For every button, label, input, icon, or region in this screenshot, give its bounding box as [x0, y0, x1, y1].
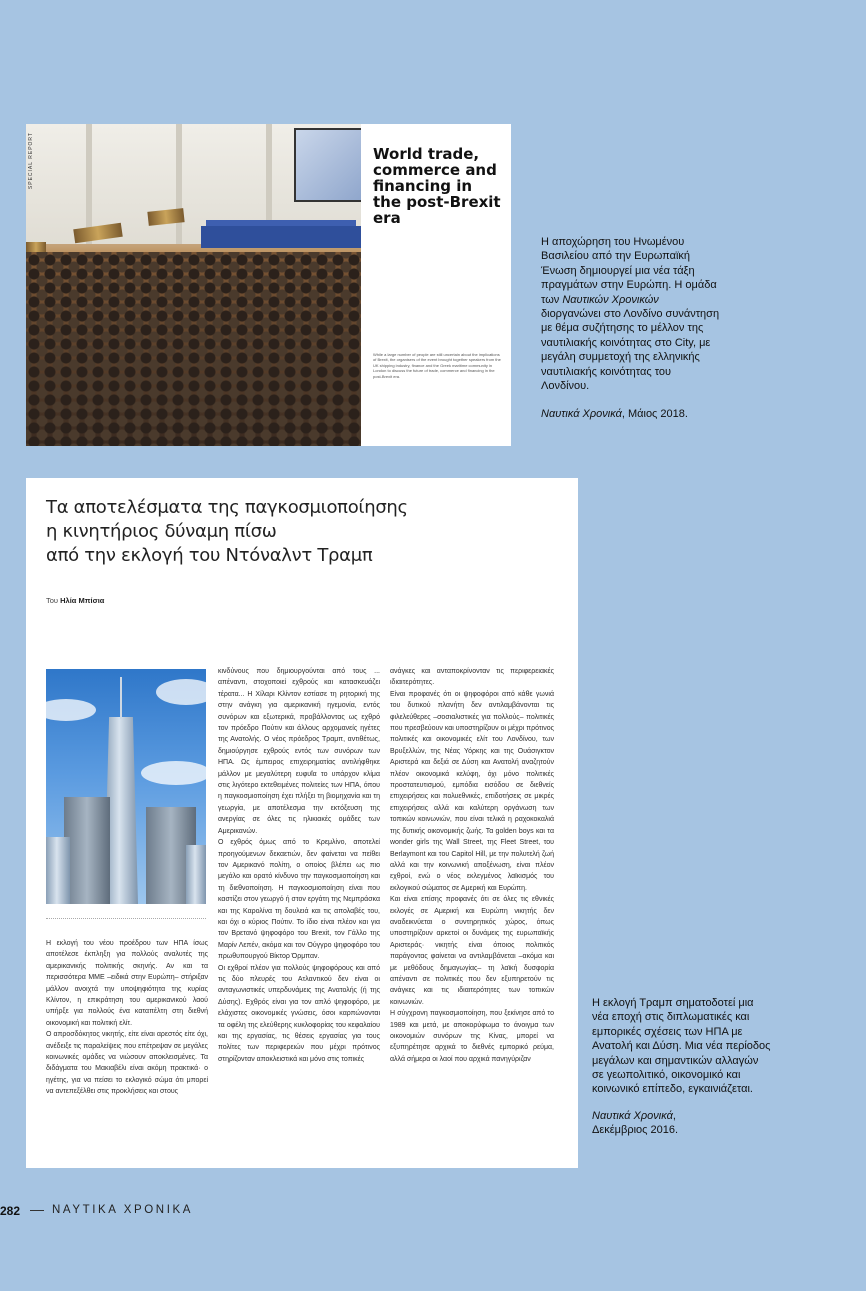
- caption-trump-text: Η εκλογή Τραμπ σηματοδοτεί μια νέα εποχή στις διπλωματικές και εμπορικές σχέσεις των ΗΠΑ με Ανατολή και Δύση. Μια νέα περίοδος μεγάλων και σημαντικών αλλαγών σε γεωπολιτικό, οικονομικό και κοινωνικό επίπεδο, εγκαινιάζεται.: [592, 997, 771, 1096]
- clipping1-intro: While a large number of people are still uncertain about the implications of Brexit, the organisers of the event brought together speakers from the UK shipping industry, finance and the Greek maritime community in London to discuss the future of trade, commerce and financing in the post-Brexit era.: [373, 352, 501, 379]
- article-headline: Τα αποτελέσματα της παγκοσμιοποίησης η κινητήριος δύναμη πίσω από την εκλογή του Ντόναλντ Τραμπ: [46, 497, 408, 566]
- article-column-3: ανάγκες και ανταποκρίνονταν τις περιφερειακές ιδιαιτερότητες. Είναι προφανές ότι οι ψηφοφόροι από κάθε γωνιά του δυτικού πλανήτη δεν αντιλαμβάνονται τις φιλελεύθερες –σοσιαλιστικές για πολλούς– πολιτικές που πρεσβεύουν και υποστηρίζουν οι μέχρι πρότινος πολιτικές και οικονομικές ελίτ του Λονδίνου, των Βρυξελλών, της Νέας Υόρκης και της Ουάσιγκτον Αριστερά και δεξιά σε Δύση και Ανατολή αναζητούν πλέον οικονομικά κελύφη, όχι μόνο πολιτικές προστατευτισμού, εμπόδια εισόδου σε διεθνείς επιχειρήσεις και πολυεθνικές, επιδοτήσεις σε μικρές επιχειρήσεις αλλά και καλύτερη οργάνωση των τοπικών κοινωνιών, που είναι τελικά η ραχοκοκαλιά της δυτικής οικονομικής ζωής. Τα golden boys και τα wonder girls της Wall Street, της Fleet Street, του Berlaymont και του Capitol Hill, με την πολυτελή ζωή αλλά και την κοινωνική αποξένωση, είναι πλέον εχθροί, ενώ ο νέος εκλεγμένος λαϊκισμός του εκλογικού σώματος σε Αμερική και Ευρώπη. Και είναι επίσης προφανές ότι σε όλες τις εθνικές εκλογές σε Αμερική και Ευρώπη νικητής δεν αναδεικνύεται ο συντηρητικός χώρος, όπως υποστηρίζουν αρκετοί οι δυνάμεις της ευρωπαϊκής Αριστεράς· νικητής είναι όποιος πολιτικός παράγοντας φαίνεται να αντιλαμβάνεται –ακόμα και με μεθόδους δημαγωγίας– τη λαϊκή δυσφορία απέναντι σε πολιτικές που δεν εξυπηρετούν τις ανάγκες και τις ιδιαιτερότητες των τοπικών κοινωνιών. Η σύγχρονη παγκοσμιοποίηση, που ξεκίνησε από το 1989 και μετά, με αποκορύφωμα το άνοιγμα των οικονομιών συνόρων της Κίνας, μπορεί να εξυπηρέτησε αρχικά το διεθνές εμπορικό ρεύμα, αλλά σήμερα οι λαοί που αρχικά πανηγύριζαν: [390, 668, 554, 1063]
- article-column-1: Η εκλογή του νέου προέδρου των ΗΠΑ ίσως αποτέλεσε έκπληξη για πολλούς αναλυτές της αμερικανικής πολιτικής σκηνής. Αν και τα περισσότερα ΜΜΕ –ειδικά στην Ευρώπη– στήριξαν μάλλον ανοιχτά την υποψηφιότητα της κυρίας Κλίντον, η επικράτηση του αμερικανικού λαού υπήρξε για πολλούς ένα καταπέλτη στη διεθνή οικονομική και πολιτική ελίτ. Ο απροσδόκητος νικητής, είτε είναι αρεστός είτε όχι, ανέδειξε τις παραλείψεις που επέτρεψαν σε μεγάλες κοινωνικές ομάδες να νιώσουν αποκλεισμένες. Τα διδάγματα του Μακιαβέλι είναι ακόμη πρακτικά· ο ηγέτης, για να πείσει το εκλογικό σώμα ότι μπορεί να αντεπεξέλθει στις προκλήσεις και στους: [46, 940, 208, 1096]
- footer-divider: [30, 1210, 44, 1211]
- audience: [26, 252, 361, 446]
- conference-hall-photo: [26, 124, 361, 446]
- panel-table: [201, 226, 361, 248]
- caption-trump: [592, 996, 772, 1138]
- clipping1-title: World trade, commerce and financing in the post-Brexit era: [373, 145, 501, 227]
- caption-brexit-text: Η αποχώρηση του Ηνωμένου Βασιλείου από την Ευρωπαϊκή Ένωση δημιουργεί μια νέα τάξη πραγμάτων στην Ευρώπη. Η ομάδα των Ναυτικών Χρονικών διοργανώνει στο Λονδίνο συνάντηση με θέμα συζήτησης το μέλλον της ναυτιλιακής κοινότητας στο City, με μεγάλη συμμετοχή της ελληνικής ναυτιλιακής κοινότητας του Λονδίνου.: [541, 236, 720, 393]
- clipping-globalization-article: [26, 478, 578, 1168]
- article-column-2: κινδύνους που δημιουργούνται από τους ... απέναντι, στοχοποιεί εχθρούς και κατασκευάζει τέρατα... Η Χίλαρι Κλίντον εστίασε τη ρητορική της στην ανάγκη για αμερικανική ηγεμονία, εντός συνόρων και εξωτερικά, προβάλλοντας ως εχθρό τον πρόεδρο Πούτιν και άλλους αρχομανείς ηγέτες της Ανατολής. Ο νέος πρόεδρος Τραμπ, αντιθέτως, δημιούργησε εχθρούς εντός των συνόρων των ΗΠΑ. Ως έμπειρος επιχειρηματίας αντιλήφθηκε μάλλον με μεγαλύτερη ευφυΐα το υπάρχον κλίμα στις λιγότερο εκτεθειμένες πολιτείες των ΗΠΑ, όπου η παγκοσμιοποίηση έχει πλήξει τη βιομηχανία και τη γεωργία, με αποτέλεσμα την εκτόξευση της ανεργίας σε όλες τις ηλικιακές ομάδες των Αμερικανών. Ο εχθρός όμως από το Κρεμλίνο, αποτελεί προηγούμενων δεκαετιών, δεν φαίνεται να πείθει τον Αμερικανό πολίτη, ο οποίος βλέπει ως πιο μεγάλο και ορατό κίνδυνο την παγκοσμιοποίηση και τη διεθνοποίηση. Η παγκοσμιοποίηση είναι που καστίζει στον γεωργό ή στον εργάτη της Νεμπράσκα και της Καρολίνα τη δουλειά και τις απολαβές του, και όχι ο κύριος Πούτιν. Το ίδιο είναι πλέον και για τον Βρετανό ψηφοφόρο του Brexit, τον Γάλλο της Μαρίν Λεπέν, ακόμα και τον Ούγγρο ψηφοφόρο του πρωθυπουργού Βίκτορ Όρμπαν. Οι εχθροί πλέον για πολλούς ψηφοφόρους και από τις δύο πλευρές του Ατλαντικού δεν είναι οι ανταγωνιστικές υπερδυνάμεις της Ανατολής (ή της Δύσης). Εχθρός είναι για τον απλό ψηφοφόρο, με ελάχιστες οικονομικές γνώσεις, όσοι καρπώνονται τα οφέλη της ελεύθερης κυκλοφορίας του κεφαλαίου και της εργασίας, τις θέσεις εργασίας για τους πολίτες των περιφερειών που μέχρι πρότινος στηρίζονταν αποκλειστικά και μόνο στις τοπικές: [218, 668, 380, 1063]
- new-york-skyline-photo: [46, 669, 206, 904]
- caption-trump-source: Ναυτικά Χρονικά, Δεκέμβριος 2016.: [592, 1109, 679, 1137]
- section-label: SPECIAL REPORT: [28, 132, 34, 190]
- caption-brexit-source: Ναυτικά Χρονικά, Μάιος 2018.: [541, 408, 688, 421]
- projection-screen: [294, 128, 361, 202]
- clipping-brexit-article: [26, 124, 511, 446]
- caption-brexit: [541, 235, 721, 422]
- page-number: 282: [0, 1204, 21, 1218]
- magazine-name: ΝΑΥΤΙΚΑ ΧΡΟΝΙΚΑ: [52, 1204, 194, 1216]
- byline: Του Ηλία Μπίσια: [46, 596, 105, 605]
